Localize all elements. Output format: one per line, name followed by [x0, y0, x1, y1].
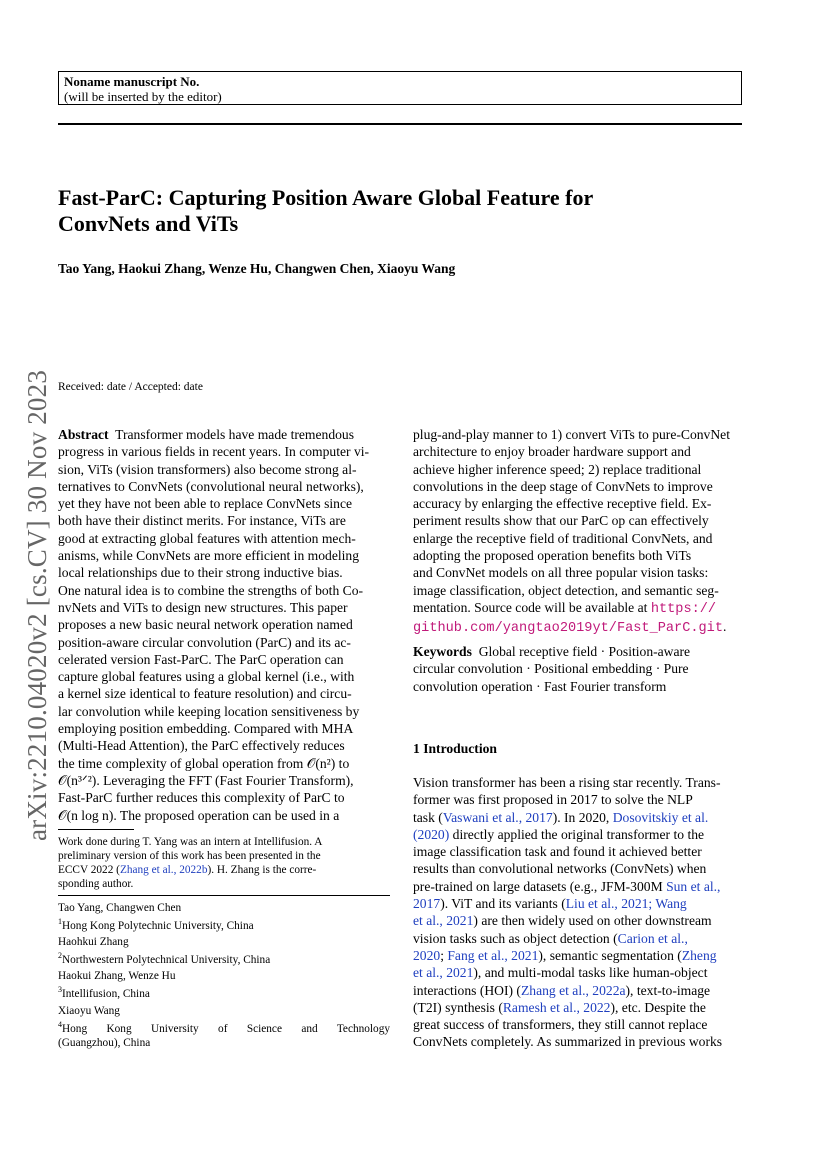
affiliation-institution — [58, 1018, 390, 1036]
introduction-text — [413, 774, 745, 1051]
affiliation-rule — [58, 895, 390, 896]
affiliation-names: Haokui Zhang, Wenze Hu — [58, 970, 176, 982]
source-code-link[interactable]: https:// — [650, 601, 717, 617]
text: ). H. Zhang is the corre- — [207, 864, 317, 876]
affiliation-institution — [58, 983, 390, 1001]
abstract-label: Abstract — [58, 427, 109, 442]
citation-link[interactable]: (2020) — [413, 826, 450, 842]
citation-link[interactable]: et al., 2021 — [413, 965, 474, 981]
abstract-line: celerated version Fast-ParC. The ParC operation can — [58, 651, 344, 667]
paper-title-line-2: ConvNets and ViTs — [58, 211, 239, 236]
abstract-line: adopting the proposed operation benefits both ViTs — [413, 548, 692, 564]
abstract-line: and ConvNet models on all three popular vision tasks: — [413, 565, 709, 581]
text: interactions (HOI) ( — [413, 982, 521, 998]
footnote-line: sponding author. — [58, 878, 134, 890]
affiliation-institution — [58, 949, 390, 967]
text: ), text-to-image — [625, 982, 711, 998]
text: Hong Kong Polytechnic University, China — [62, 919, 254, 932]
citation-link[interactable]: 2020 — [413, 947, 441, 963]
intro-line — [413, 878, 745, 895]
abstract-line: the time complexity of global operation from 𝒪(n²) to — [58, 755, 350, 771]
abstract-line: yet they have not been able to replace ConvNets since — [58, 496, 353, 512]
abstract-line — [58, 426, 390, 443]
abstract-text: Transformer models have made tremendous — [115, 427, 354, 442]
footnote-line: preliminary version of this work has been presented in the — [58, 850, 321, 862]
abstract-line: architecture to enjoy broader hardware support and — [413, 444, 691, 460]
text: ) are then widely used on other downstream — [473, 913, 712, 929]
text: ), and multi-modal tasks like human-object — [473, 965, 708, 981]
text: task ( — [413, 809, 443, 825]
abstract-line: progress in various fields in recent years. In computer vi- — [58, 444, 370, 460]
keywords-line: circular convolution · Positional embedding · Pure — [413, 661, 689, 677]
keywords-line — [413, 643, 745, 660]
abstract-line: 𝒪(n log n). The proposed operation can be used in a — [58, 807, 340, 823]
intro-line: image classification task and found it achieved better — [413, 844, 702, 860]
intro-line — [413, 982, 745, 999]
text: ECCV 2022 ( — [58, 864, 120, 876]
abstract-left-column — [58, 426, 390, 824]
abstract-text: mentation. Source code will be available at — [413, 599, 648, 615]
abstract-line: nvNets and ViTs to design new structures. This paper — [58, 599, 348, 615]
intro-line — [413, 895, 745, 912]
keywords-line: convolution operation · Fast Fourier transform — [413, 678, 667, 694]
abstract-line: convolutions in the deep stage of ConvNets to improve — [413, 478, 713, 494]
abstract-line: plug-and-play manner to 1) convert ViTs to pure-ConvNet — [413, 427, 730, 442]
citation-link[interactable]: Dosovitskiy et al. — [612, 809, 709, 825]
text: ), etc. Despite the — [610, 999, 706, 1015]
citation-link[interactable]: Liu et al., 2021; Wang — [565, 896, 687, 912]
text: directly applied the original transformer to the — [449, 826, 705, 842]
citation-link[interactable]: Sun et al., — [666, 878, 721, 894]
text: (T2I) synthesis ( — [413, 999, 503, 1015]
affiliation-block — [58, 1004, 390, 1050]
affiliation-institution-cont: (Guangzhou), China — [58, 1036, 151, 1049]
paper-title-line-1: Fast-ParC: Capturing Position Aware Global Feature for — [58, 185, 594, 210]
affiliation-block — [58, 901, 390, 933]
keywords-text: Global receptive field · Position-aware — [478, 644, 691, 659]
abstract-line: ternatives to ConvNets (convolutional neural networks), — [58, 478, 364, 494]
abstract-line: both have their distinct merits. For instance, ViTs are — [58, 513, 346, 529]
affiliation-names: Haohkui Zhang — [58, 936, 129, 948]
intro-line: results than convolutional networks (ConvNets) when — [413, 861, 707, 877]
abstract-line: One natural idea is to combine the strengths of both Co- — [58, 582, 364, 598]
arxiv-stamp-text: arXiv:2210.04020v2 [cs.CV] 30 Nov 2023 — [22, 369, 53, 841]
intro-line — [413, 809, 745, 826]
keywords-block — [413, 643, 745, 695]
abstract-line: anisms, while ConvNets are more efficient in modeling — [58, 548, 360, 564]
abstract-line: a kernel size identical to feature resolution) and circu- — [58, 686, 352, 702]
intro-line: ConvNets completely. As summarized in previous works — [413, 1034, 723, 1050]
intro-line: Vision transformer has been a rising star recently. Trans- — [413, 775, 721, 790]
text: Northwestern Polytechnical University, China — [62, 953, 271, 966]
abstract-line: capture global features using a global kernel (i.e., with — [58, 669, 355, 685]
abstract-line: local relationships due to their strong inductive bias. — [58, 565, 343, 581]
citation-link[interactable]: 2017 — [413, 896, 441, 912]
footnote — [58, 835, 390, 891]
paper-title — [58, 185, 748, 237]
affiliation-number: 2 — [58, 951, 62, 960]
footnote-line — [58, 863, 390, 877]
text: vision tasks such as object detection ( — [413, 930, 618, 946]
intro-line: great success of transformers, they still cannot replace — [413, 1017, 708, 1033]
citation-link[interactable]: Vaswani et al., 2017 — [442, 809, 553, 825]
abstract-line: 𝒪(n³ᐟ²). Leveraging the FFT (Fast Fourier Transform), — [58, 772, 354, 788]
manuscript-number: Noname manuscript No. — [64, 74, 200, 89]
text: ). ViT and its variants ( — [440, 896, 566, 912]
text: pre-trained on large datasets (e.g., JFM-300M — [413, 878, 667, 894]
abstract-line: achieve higher inference speed; 2) replace traditional — [413, 461, 702, 477]
period: . — [723, 619, 727, 635]
header-rule — [58, 123, 742, 125]
intro-line — [413, 947, 745, 964]
source-code-link[interactable]: github.com/yangtao2019yt/Fast_ParC.git — [413, 621, 723, 637]
intro-line — [413, 912, 745, 929]
abstract-line: sion, ViTs (vision transformers) also become strong al- — [58, 461, 357, 477]
abstract-line: proposes a new basic neural network operation named — [58, 617, 353, 633]
text: ). In 2020, — [552, 809, 613, 825]
text: ), semantic segmentation ( — [538, 947, 682, 963]
intro-line — [413, 826, 745, 843]
citation-link[interactable]: Ramesh et al., 2022 — [502, 999, 611, 1015]
received-accepted: Received: date / Accepted: date — [58, 381, 203, 393]
intro-line — [413, 999, 745, 1016]
intro-line — [413, 964, 745, 981]
section-heading: 1 Introduction — [413, 741, 497, 756]
affiliation-number: 4 — [58, 1020, 62, 1029]
citation-link[interactable]: Zhang et al., 2022a — [520, 982, 626, 998]
footnote-line: Work done during T. Yang was an intern at Intellifusion. A — [58, 836, 323, 848]
text: Hong Kong University of Science and Technology — [62, 1022, 390, 1035]
keywords-label: Keywords — [413, 644, 472, 659]
arxiv-stamp — [22, 360, 54, 850]
affiliation-names: Tao Yang, Changwen Chen — [58, 902, 182, 914]
abstract-line: employing position embedding. Compared with MHA — [58, 721, 354, 737]
affiliation-block — [58, 969, 390, 1001]
text: ; — [440, 947, 448, 963]
abstract-right-column — [413, 426, 745, 638]
abstract-line: image classification, object detection, and semantic seg- — [413, 582, 719, 598]
citation-link[interactable]: Fang et al., 2021 — [447, 947, 539, 963]
abstract-line — [413, 599, 745, 618]
citation-link[interactable]: Carion et al., — [617, 930, 688, 946]
text: Intellifusion, China — [62, 987, 150, 1000]
affiliation-number: 1 — [58, 917, 62, 926]
footnote-rule — [58, 829, 134, 830]
intro-line — [413, 930, 745, 947]
abstract-line: accuracy by enlarging the effective receptive field. Ex- — [413, 496, 712, 512]
abstract-line: (Multi-Head Attention), the ParC effectively reduces — [58, 738, 345, 754]
citation-link[interactable]: et al., 2021 — [413, 913, 474, 929]
citation-link[interactable]: Zhang et al., 2022b — [119, 864, 208, 876]
affiliation-number: 3 — [58, 985, 62, 994]
manuscript-header-box — [58, 71, 742, 105]
abstract-line — [413, 618, 745, 637]
abstract-line: lar convolution while keeping location sensitiveness by — [58, 703, 360, 719]
editor-note: (will be inserted by the editor) — [64, 89, 222, 104]
abstract-line: enlarge the receptive field of traditional ConvNets, and — [413, 530, 713, 546]
intro-line: former was first proposed in 2017 to solve the NLP — [413, 792, 693, 808]
affiliation-institution — [58, 915, 390, 933]
abstract-line: position-aware circular convolution (ParC) and its ac- — [58, 634, 351, 650]
author-list: Tao Yang, Haokui Zhang, Wenze Hu, Changwen Chen, Xiaoyu Wang — [58, 261, 456, 276]
affiliation-block — [58, 935, 390, 967]
abstract-line: Fast-ParC further reduces this complexity of ParC to — [58, 790, 345, 806]
affiliation-names: Xiaoyu Wang — [58, 1005, 120, 1017]
abstract-line: periment results show that our ParC op can effectively — [413, 513, 709, 529]
citation-link[interactable]: Zheng — [681, 947, 717, 963]
abstract-line: good at extracting global features with attention mech- — [58, 530, 356, 546]
